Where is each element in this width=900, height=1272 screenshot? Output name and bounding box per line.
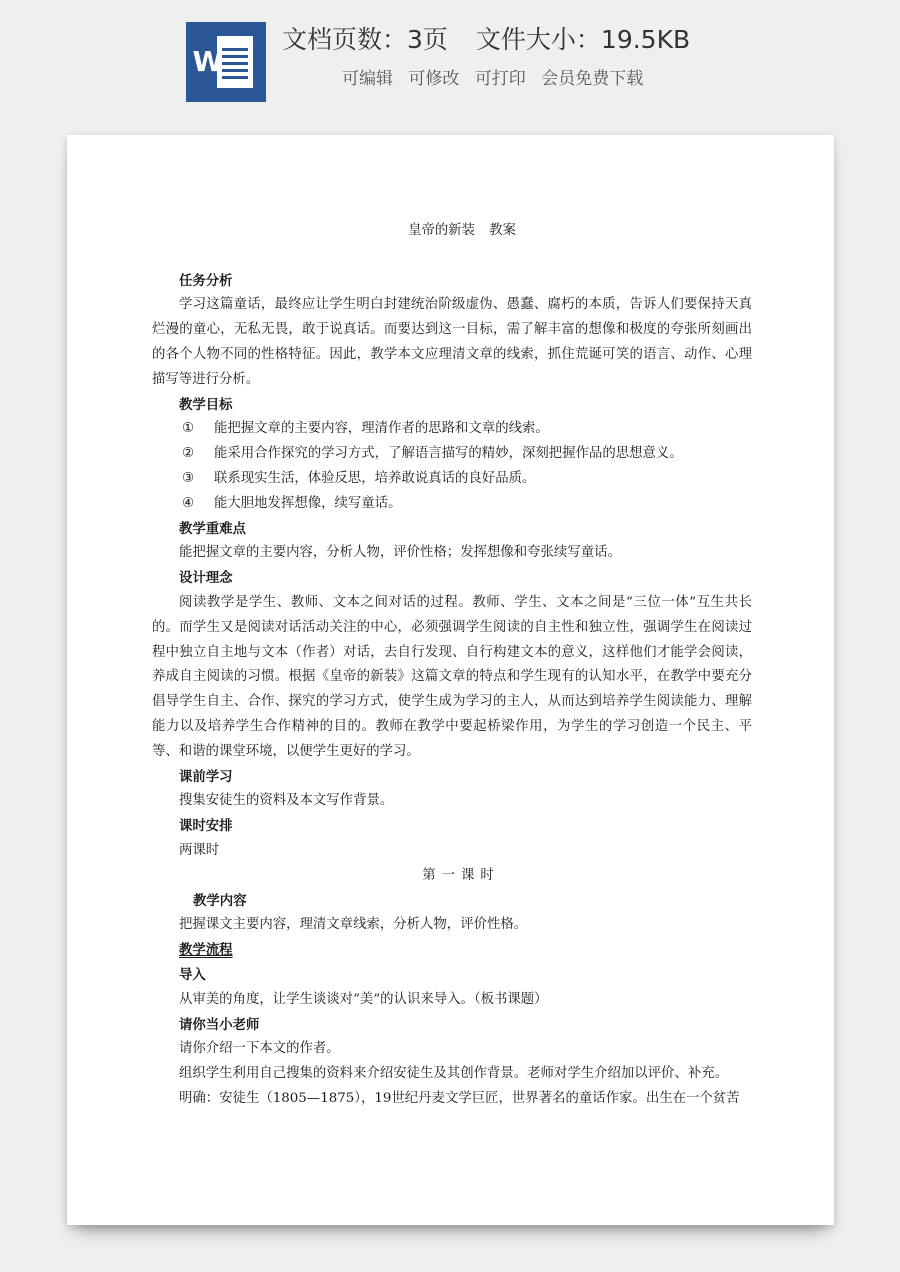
document-page bbox=[67, 135, 834, 1225]
teaching-content-text: 把握课文主要内容，理清文章线索，分析人物，评价性格。 bbox=[179, 917, 528, 933]
heading-task-analysis: 任务分析 bbox=[179, 272, 233, 289]
banner-title bbox=[282, 22, 802, 58]
heading-teaching-flow: 教学流程 bbox=[179, 942, 233, 959]
word-icon: W bbox=[186, 22, 266, 102]
task-analysis-text: 学习这篇童话，最终应让学生明白封建统治阶级虚伪、愚蠢、腐朽的本质，告诉人们要保持天真烂漫的童心，无私无畏，敢于说真话。而要达到这一目标，需了解丰富的想像和极度的夸张所刻画出的各个人物不同的性格特征。因此，教学本文应理清文章的线索，抓住荒诞可笑的语言、动作、心理描写等进行分析。 bbox=[152, 297, 752, 387]
schedule-text: 两课时 bbox=[179, 842, 220, 858]
key-points-text: 能把握文章的主要内容，分析人物，评价性格；发挥想像和夸张续写童话。 bbox=[179, 545, 621, 561]
heading-little-teacher: 请你当小老师 bbox=[179, 1016, 260, 1033]
heading-intro: 导入 bbox=[179, 966, 206, 983]
pre-study-text: 搜集安徒生的资料及本文写作背景。 bbox=[179, 793, 394, 809]
page-count: 文档页数：3页 bbox=[282, 25, 448, 54]
document-body bbox=[152, 219, 752, 1112]
heading-pre-study: 课前学习 bbox=[179, 768, 233, 785]
intro-text: 从审美的角度，让学生谈谈对“美”的认识来导入。（板书课题） bbox=[179, 991, 548, 1007]
feature-modifiable: 可修改 bbox=[408, 69, 460, 89]
file-size: 文件大小：19.5KB bbox=[475, 25, 691, 54]
download-banner bbox=[0, 0, 900, 120]
goal-item: ① 能把握文章的主要内容，理清作者的思路和文章的线索。 bbox=[182, 421, 549, 437]
heading-goals: 教学目标 bbox=[179, 396, 233, 413]
heading-design: 设计理念 bbox=[179, 570, 233, 587]
little-teacher-text: 组织学生利用自己搜集的资料来介绍安徒生及其创作背景。老师对学生介绍加以评价、补充。 bbox=[179, 1066, 729, 1082]
feature-list bbox=[342, 66, 653, 92]
design-text: 阅读教学是学生、教师、文本之间对话的过程。教师、学生、文本之间是“三位一体”互生共长的。而学生又是阅读对话活动关注的中心，必须强调学生阅读的自主性和独立性，强调学生在阅读过程中独立自主地与文本（作者）对话，去自行发现、自行构建文本的意义，这样他们才能学会阅读，养成自主阅读的习惯。根据《皇帝的新装》这篇文章的特点和学生现有的认知水平，在教学中要充分倡导学生自主、合作、探究的学习方式，使学生成为学习的主人，从而达到培养学生阅读能力、理解能力以及培养学生合作精神的目的。教师在教学中要起桥梁作用，为学生的学习创造一个民主、平等、和谐的课堂环境，以便学生更好的学习。 bbox=[152, 594, 752, 759]
little-teacher-text: 请你介绍一下本文的作者。 bbox=[179, 1041, 340, 1057]
feature-member-download: 会员免费下载 bbox=[541, 69, 644, 89]
heading-teaching-content: 教学内容 bbox=[193, 892, 247, 909]
feature-printable: 可打印 bbox=[474, 69, 526, 89]
lesson-one-heading: 第一课时 bbox=[422, 867, 500, 883]
little-teacher-text: 明确：安徒生（1805—1875），19世纪丹麦文学巨匠，世界著名的童话作家。出生在一个贫苦 bbox=[179, 1090, 740, 1106]
heading-schedule: 课时安排 bbox=[179, 818, 233, 835]
goal-item: ③ 联系现实生活，体验反思，培养敢说真话的良好品质。 bbox=[182, 470, 536, 486]
doc-title: 皇帝的新装 教案 bbox=[408, 223, 516, 238]
heading-key-points: 教学重难点 bbox=[179, 520, 246, 537]
goal-item: ② 能采用合作探究的学习方式，了解语言描写的精妙，深刻把握作品的思想意义。 bbox=[182, 446, 683, 462]
goal-item: ④ 能大胆地发挥想像，续写童话。 bbox=[182, 495, 402, 511]
feature-editable: 可编辑 bbox=[342, 69, 393, 89]
